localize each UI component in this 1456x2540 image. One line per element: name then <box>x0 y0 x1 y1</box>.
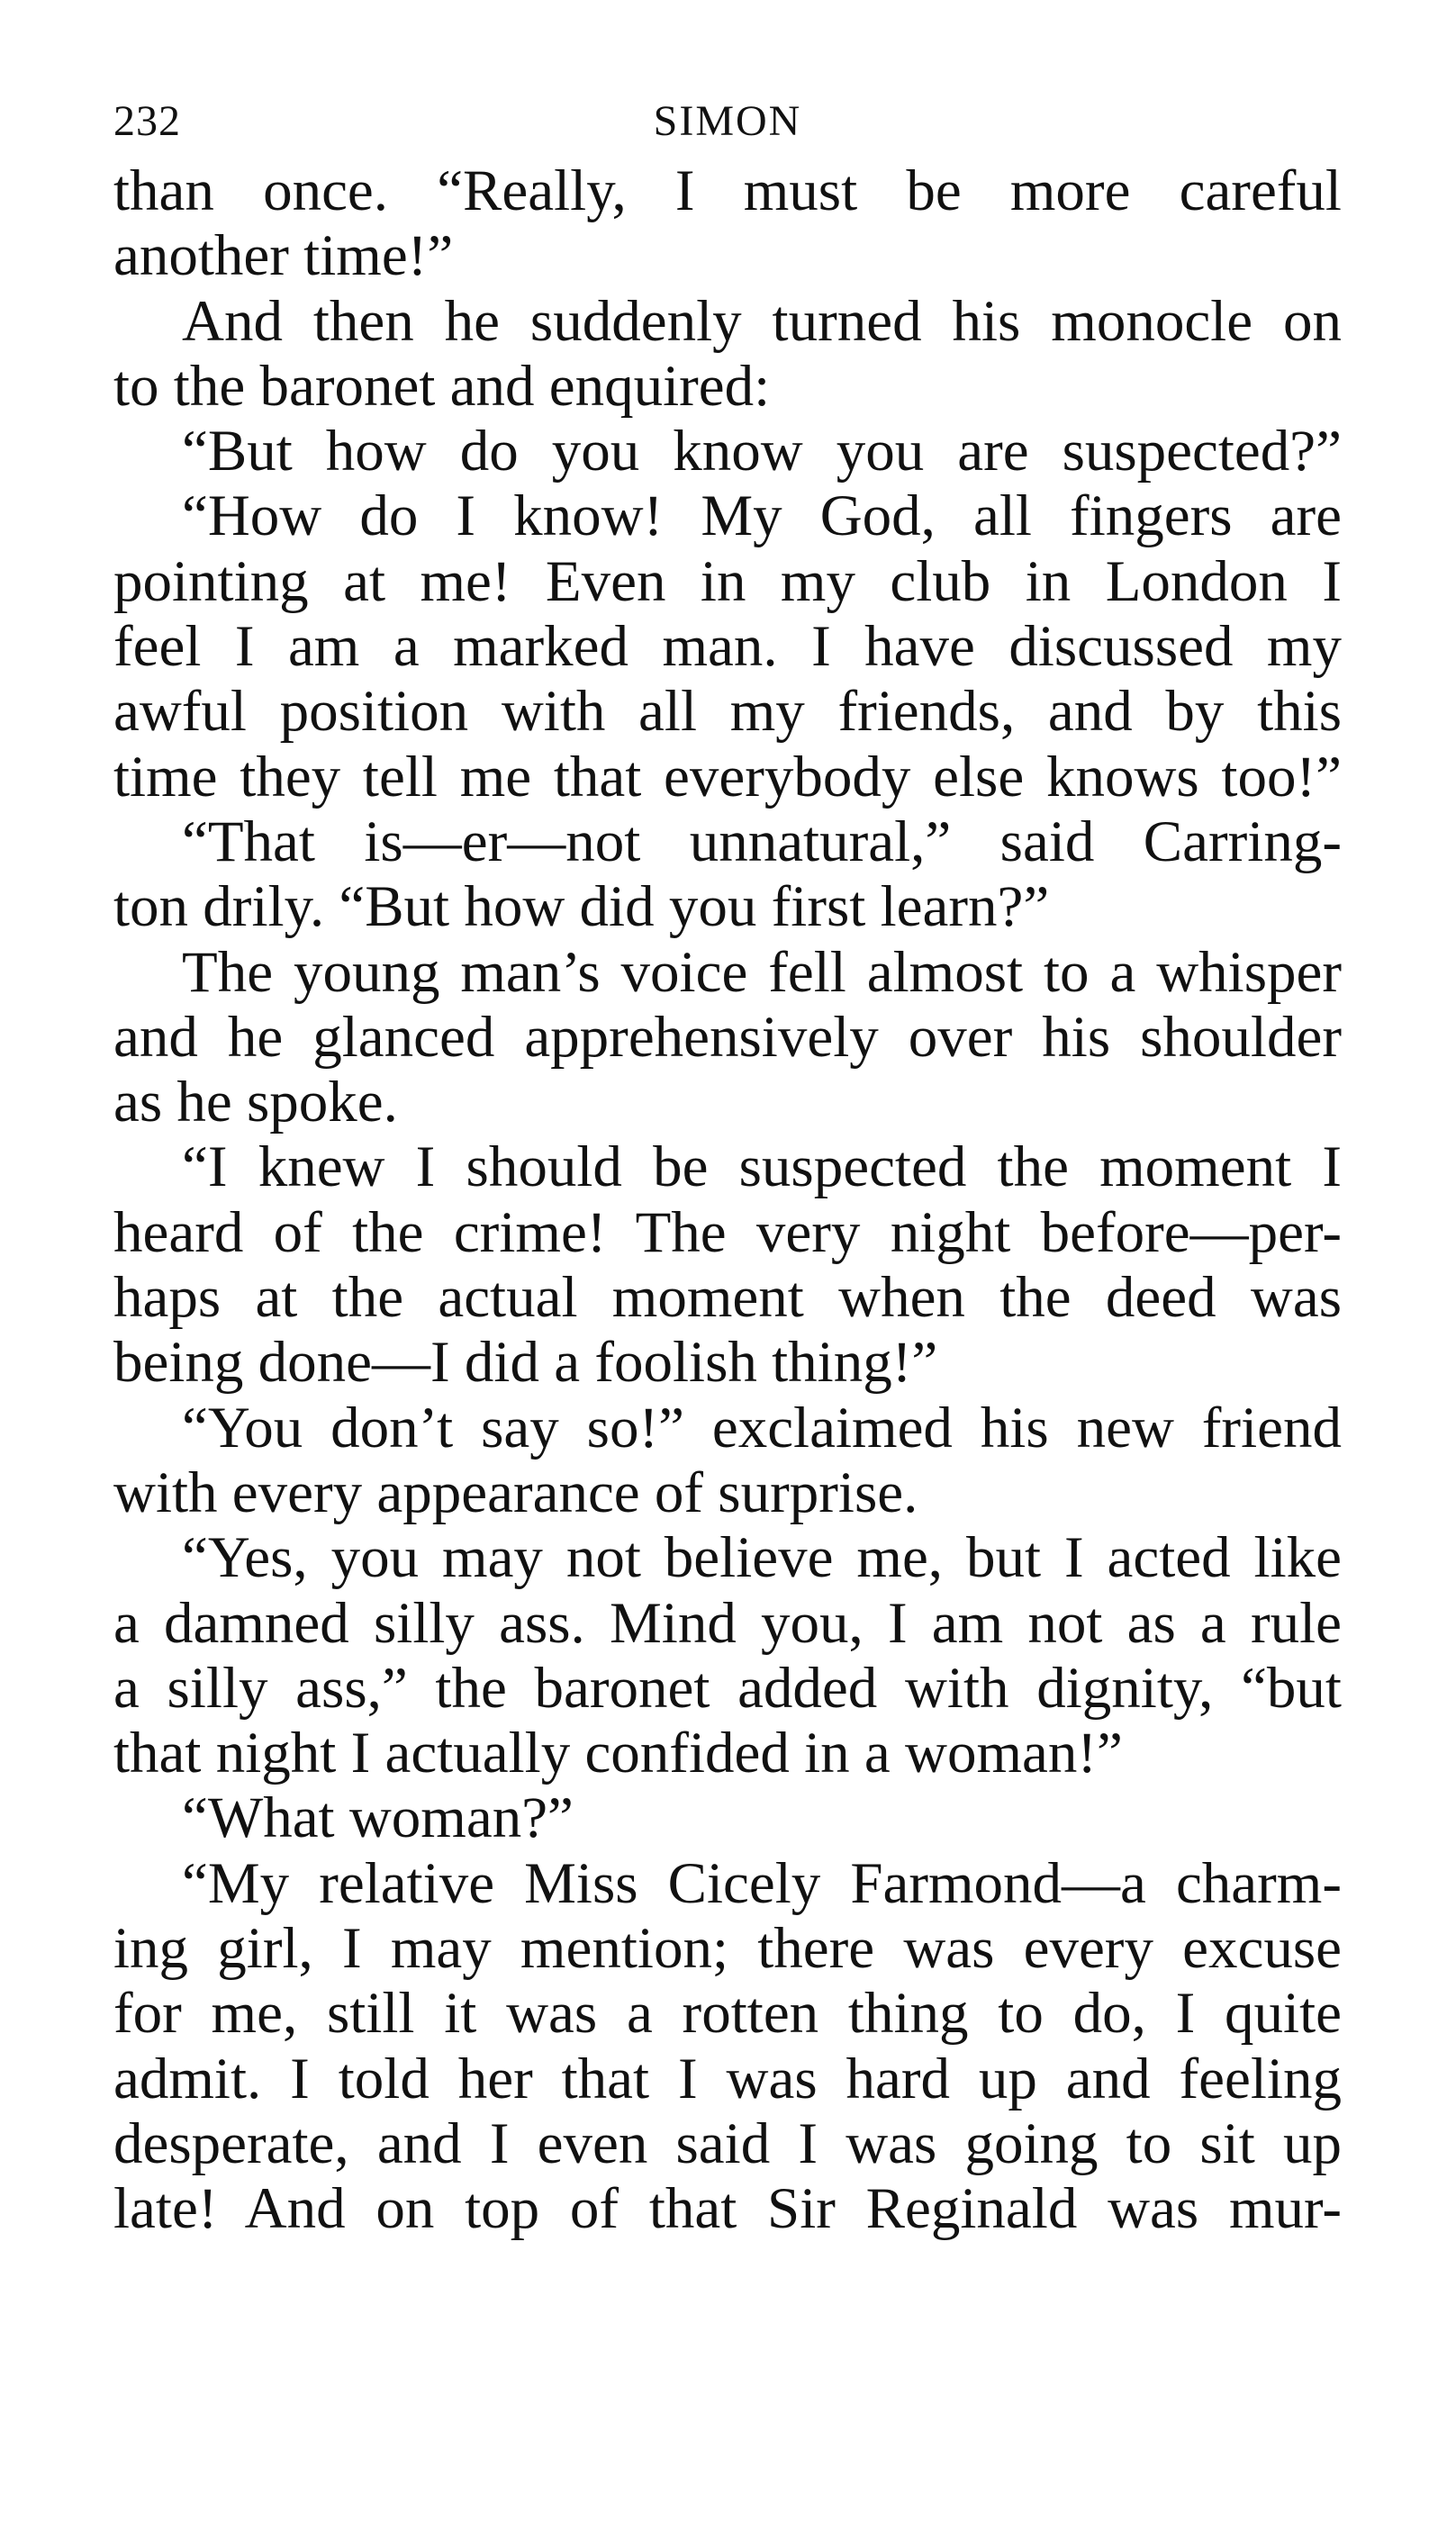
text-line: and he glanced apprehensively over his shoulder <box>113 1004 1342 1070</box>
text-line: for me, still it was a rotten thing to do, I quite <box>113 1981 1342 2047</box>
body-text <box>113 158 1342 2242</box>
text-line: ing girl, I may mention; there was every excuse <box>113 1916 1342 1982</box>
text-line: with every appearance of surprise. <box>113 1460 918 1525</box>
text-line: “My relative Miss Cicely Farmond—a charm- <box>182 1850 1342 1916</box>
text-line: The young man’s voice fell almost to a whisper <box>182 939 1342 1005</box>
text-line: “I knew I should be suspected the moment I <box>182 1134 1342 1200</box>
text-line: time they tell me that everybody else knows too!” <box>113 744 1342 809</box>
text-line: a damned silly ass. Mind you, I am not as a rule <box>113 1590 1342 1656</box>
text-line: haps at the actual moment when the deed was <box>113 1265 1342 1331</box>
text-line: another time!” <box>113 223 454 289</box>
text-line: feel I am a marked man. I have discussed my <box>113 614 1342 680</box>
text-line: “But how do you know you are suspected?” <box>182 419 1342 484</box>
running-title: SIMON <box>653 97 802 145</box>
text-line: “You don’t say so!” exclaimed his new friend <box>182 1395 1342 1460</box>
text-line: “What woman?” <box>182 1785 574 1851</box>
text-line: to the baronet and enquired: <box>113 353 771 419</box>
text-line: “How do I know! My God, all fingers are <box>182 484 1342 549</box>
text-line: admit. I told her that I was hard up and feeling <box>113 2046 1342 2111</box>
book-page <box>113 90 1342 2242</box>
text-line: “Yes, you may not believe me, but I acted like <box>182 1525 1342 1591</box>
running-head <box>113 90 1342 153</box>
text-line: being done—I did a foolish thing!” <box>113 1330 938 1396</box>
text-line: as he spoke. <box>113 1070 398 1135</box>
text-line: “That is—er—not unnatural,” said Carring- <box>182 809 1342 874</box>
text-line: late! And on top of that Sir Reginald was mur- <box>113 2176 1342 2242</box>
text-line: than once. “Really, I must be more careful <box>113 158 1342 223</box>
text-line: desperate, and I even said I was going to sit up <box>113 2111 1342 2176</box>
page-number: 232 <box>113 97 181 145</box>
text-line: heard of the crime! The very night before—per- <box>113 1199 1342 1265</box>
text-line: awful position with all my friends, and by this <box>113 679 1342 745</box>
text-line: ton drily. “But how did you first learn?” <box>113 874 1050 940</box>
text-line: pointing at me! Even in my club in London I <box>113 548 1342 614</box>
text-line: And then he suddenly turned his monocle on <box>182 288 1342 354</box>
text-line: a silly ass,” the baronet added with dignity, “but <box>113 1655 1342 1721</box>
text-line: that night I actually confided in a woman!” <box>113 1721 1123 1786</box>
